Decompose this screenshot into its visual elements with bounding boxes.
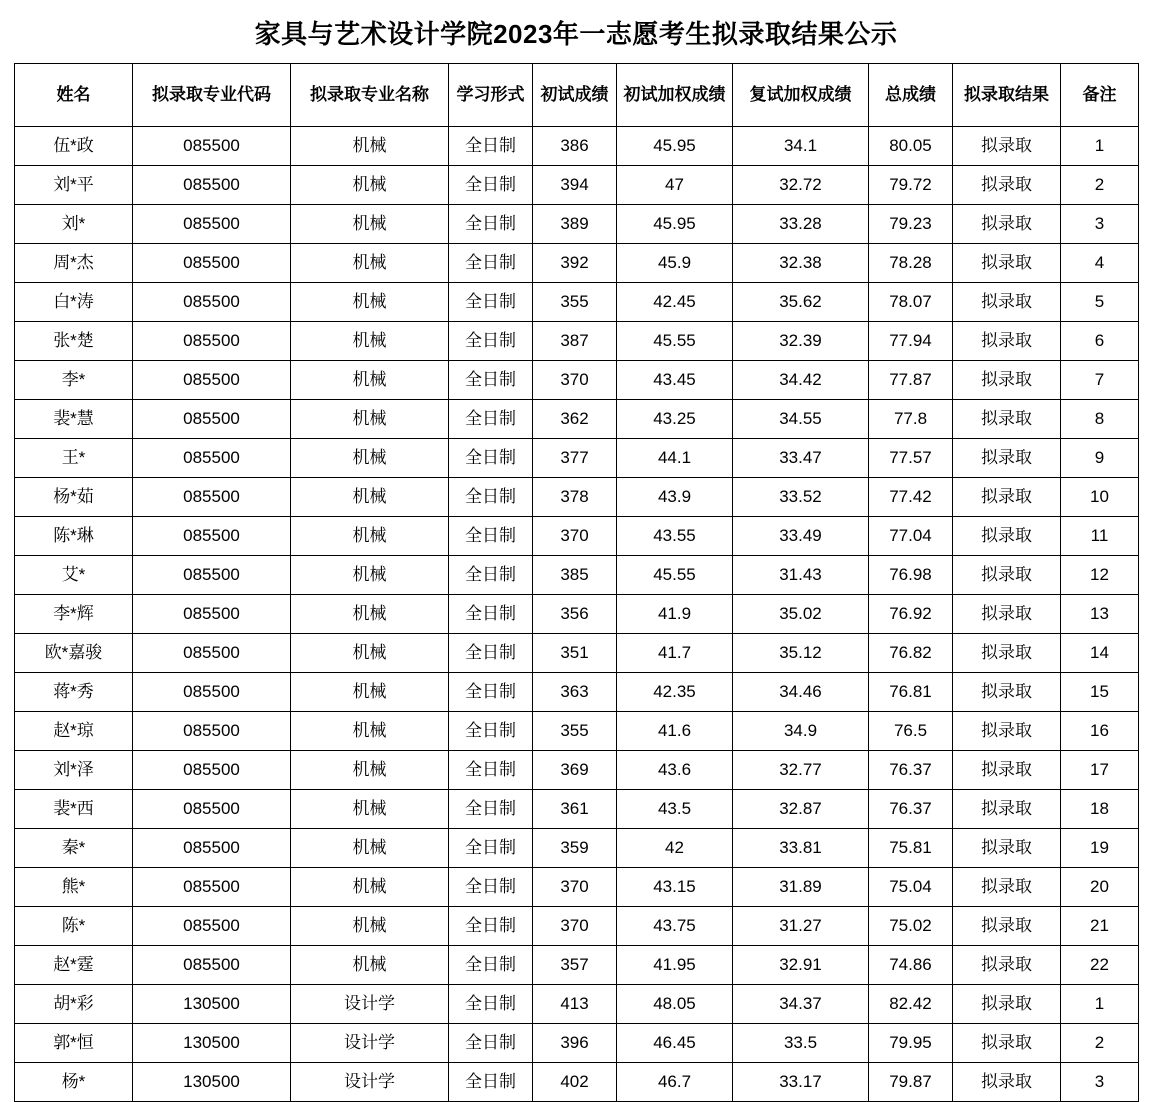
cell-study-form: 全日制: [449, 985, 533, 1024]
cell-major-code: 085500: [133, 790, 291, 829]
cell-first-exam-score: 392: [533, 244, 617, 283]
cell-major-code: 085500: [133, 205, 291, 244]
cell-second-weighted-score: 32.77: [733, 751, 869, 790]
cell-major-code: 130500: [133, 1063, 291, 1102]
cell-name: 白*涛: [15, 283, 133, 322]
cell-name: 杨*: [15, 1063, 133, 1102]
cell-study-form: 全日制: [449, 127, 533, 166]
cell-name: 张*楚: [15, 322, 133, 361]
column-header-admission-result: 拟录取结果: [953, 64, 1061, 127]
cell-major-name: 机械: [291, 634, 449, 673]
cell-major-code: 085500: [133, 361, 291, 400]
cell-major-name: 机械: [291, 361, 449, 400]
cell-study-form: 全日制: [449, 868, 533, 907]
column-header-total-score: 总成绩: [869, 64, 953, 127]
cell-major-code: 130500: [133, 1024, 291, 1063]
cell-admission-result: 拟录取: [953, 868, 1061, 907]
cell-remark: 3: [1061, 205, 1139, 244]
cell-admission-result: 拟录取: [953, 166, 1061, 205]
cell-major-name: 机械: [291, 946, 449, 985]
table-row: [15, 1063, 1139, 1102]
table-row: [15, 127, 1139, 166]
cell-study-form: 全日制: [449, 634, 533, 673]
cell-remark: 11: [1061, 517, 1139, 556]
cell-major-code: 085500: [133, 946, 291, 985]
cell-major-name: 机械: [291, 907, 449, 946]
cell-first-weighted-score: 48.05: [617, 985, 733, 1024]
cell-name: 李*辉: [15, 595, 133, 634]
cell-second-weighted-score: 31.43: [733, 556, 869, 595]
cell-study-form: 全日制: [449, 283, 533, 322]
cell-admission-result: 拟录取: [953, 517, 1061, 556]
cell-first-weighted-score: 45.9: [617, 244, 733, 283]
cell-major-code: 085500: [133, 829, 291, 868]
cell-total-score: 79.72: [869, 166, 953, 205]
cell-name: 裴*慧: [15, 400, 133, 439]
cell-first-exam-score: 370: [533, 517, 617, 556]
cell-admission-result: 拟录取: [953, 1024, 1061, 1063]
cell-study-form: 全日制: [449, 712, 533, 751]
cell-admission-result: 拟录取: [953, 127, 1061, 166]
cell-first-exam-score: 378: [533, 478, 617, 517]
column-header-second-weighted-score: 复试加权成绩: [733, 64, 869, 127]
table-header: [15, 64, 1139, 127]
cell-major-name: 机械: [291, 400, 449, 439]
cell-second-weighted-score: 33.5: [733, 1024, 869, 1063]
cell-name: 杨*茹: [15, 478, 133, 517]
cell-total-score: 76.37: [869, 790, 953, 829]
cell-name: 蒋*秀: [15, 673, 133, 712]
cell-study-form: 全日制: [449, 517, 533, 556]
cell-major-code: 085500: [133, 907, 291, 946]
cell-total-score: 76.92: [869, 595, 953, 634]
column-header-first-exam-score: 初试成绩: [533, 64, 617, 127]
cell-name: 熊*: [15, 868, 133, 907]
cell-second-weighted-score: 32.39: [733, 322, 869, 361]
cell-name: 王*: [15, 439, 133, 478]
cell-study-form: 全日制: [449, 1024, 533, 1063]
cell-major-code: 085500: [133, 283, 291, 322]
cell-second-weighted-score: 35.02: [733, 595, 869, 634]
column-header-remark: 备注: [1061, 64, 1139, 127]
cell-first-exam-score: 362: [533, 400, 617, 439]
cell-name: 郭*恒: [15, 1024, 133, 1063]
cell-first-exam-score: 359: [533, 829, 617, 868]
cell-total-score: 77.8: [869, 400, 953, 439]
cell-admission-result: 拟录取: [953, 712, 1061, 751]
cell-second-weighted-score: 34.46: [733, 673, 869, 712]
cell-second-weighted-score: 34.9: [733, 712, 869, 751]
cell-admission-result: 拟录取: [953, 556, 1061, 595]
table-row: [15, 634, 1139, 673]
table-row: [15, 244, 1139, 283]
cell-major-code: 085500: [133, 322, 291, 361]
cell-total-score: 77.94: [869, 322, 953, 361]
table-row: [15, 751, 1139, 790]
column-header-major-code: 拟录取专业代码: [133, 64, 291, 127]
admission-results-table: [14, 63, 1139, 1102]
cell-total-score: 77.42: [869, 478, 953, 517]
cell-remark: 19: [1061, 829, 1139, 868]
cell-name: 伍*政: [15, 127, 133, 166]
cell-admission-result: 拟录取: [953, 283, 1061, 322]
cell-second-weighted-score: 31.27: [733, 907, 869, 946]
cell-total-score: 74.86: [869, 946, 953, 985]
cell-admission-result: 拟录取: [953, 244, 1061, 283]
cell-first-weighted-score: 45.95: [617, 127, 733, 166]
table-row: [15, 595, 1139, 634]
cell-first-exam-score: 351: [533, 634, 617, 673]
cell-remark: 9: [1061, 439, 1139, 478]
cell-study-form: 全日制: [449, 790, 533, 829]
cell-second-weighted-score: 33.81: [733, 829, 869, 868]
cell-major-code: 085500: [133, 166, 291, 205]
cell-study-form: 全日制: [449, 946, 533, 985]
cell-admission-result: 拟录取: [953, 751, 1061, 790]
cell-second-weighted-score: 32.72: [733, 166, 869, 205]
cell-first-exam-score: 413: [533, 985, 617, 1024]
cell-study-form: 全日制: [449, 556, 533, 595]
cell-remark: 1: [1061, 985, 1139, 1024]
cell-study-form: 全日制: [449, 361, 533, 400]
cell-first-exam-score: 386: [533, 127, 617, 166]
cell-name: 赵*霆: [15, 946, 133, 985]
cell-remark: 12: [1061, 556, 1139, 595]
cell-major-name: 机械: [291, 673, 449, 712]
column-header-name: 姓名: [15, 64, 133, 127]
cell-major-name: 机械: [291, 478, 449, 517]
cell-study-form: 全日制: [449, 907, 533, 946]
cell-remark: 18: [1061, 790, 1139, 829]
table-row: [15, 868, 1139, 907]
cell-name: 陈*琳: [15, 517, 133, 556]
cell-major-name: 机械: [291, 751, 449, 790]
table-row: [15, 907, 1139, 946]
cell-first-weighted-score: 43.5: [617, 790, 733, 829]
cell-study-form: 全日制: [449, 478, 533, 517]
cell-total-score: 80.05: [869, 127, 953, 166]
cell-major-name: 机械: [291, 556, 449, 595]
cell-study-form: 全日制: [449, 166, 533, 205]
cell-admission-result: 拟录取: [953, 205, 1061, 244]
cell-major-name: 设计学: [291, 985, 449, 1024]
cell-major-code: 085500: [133, 712, 291, 751]
cell-first-exam-score: 370: [533, 868, 617, 907]
cell-total-score: 75.81: [869, 829, 953, 868]
cell-study-form: 全日制: [449, 322, 533, 361]
cell-second-weighted-score: 33.17: [733, 1063, 869, 1102]
cell-admission-result: 拟录取: [953, 400, 1061, 439]
cell-major-code: 085500: [133, 439, 291, 478]
cell-name: 赵*琼: [15, 712, 133, 751]
cell-remark: 16: [1061, 712, 1139, 751]
cell-first-weighted-score: 42: [617, 829, 733, 868]
table-row: [15, 283, 1139, 322]
cell-second-weighted-score: 32.87: [733, 790, 869, 829]
cell-second-weighted-score: 34.55: [733, 400, 869, 439]
table-row: [15, 673, 1139, 712]
cell-remark: 7: [1061, 361, 1139, 400]
cell-total-score: 82.42: [869, 985, 953, 1024]
cell-remark: 2: [1061, 1024, 1139, 1063]
cell-total-score: 78.28: [869, 244, 953, 283]
cell-total-score: 75.02: [869, 907, 953, 946]
cell-name: 欧*嘉骏: [15, 634, 133, 673]
cell-first-exam-score: 357: [533, 946, 617, 985]
cell-remark: 15: [1061, 673, 1139, 712]
cell-study-form: 全日制: [449, 400, 533, 439]
cell-total-score: 79.95: [869, 1024, 953, 1063]
cell-first-weighted-score: 42.35: [617, 673, 733, 712]
cell-total-score: 77.87: [869, 361, 953, 400]
cell-admission-result: 拟录取: [953, 361, 1061, 400]
table-row: [15, 1024, 1139, 1063]
cell-total-score: 76.5: [869, 712, 953, 751]
cell-major-code: 085500: [133, 478, 291, 517]
cell-name: 裴*西: [15, 790, 133, 829]
cell-study-form: 全日制: [449, 673, 533, 712]
cell-second-weighted-score: 35.62: [733, 283, 869, 322]
cell-study-form: 全日制: [449, 751, 533, 790]
cell-first-weighted-score: 47: [617, 166, 733, 205]
cell-remark: 22: [1061, 946, 1139, 985]
cell-major-code: 085500: [133, 244, 291, 283]
cell-first-exam-score: 370: [533, 361, 617, 400]
cell-first-weighted-score: 46.45: [617, 1024, 733, 1063]
cell-major-code: 130500: [133, 985, 291, 1024]
cell-second-weighted-score: 33.52: [733, 478, 869, 517]
document-page: [0, 14, 1152, 1102]
cell-name: 胡*彩: [15, 985, 133, 1024]
cell-major-name: 机械: [291, 595, 449, 634]
cell-total-score: 75.04: [869, 868, 953, 907]
table-header-row: [15, 64, 1139, 127]
cell-first-weighted-score: 42.45: [617, 283, 733, 322]
cell-first-weighted-score: 43.75: [617, 907, 733, 946]
cell-admission-result: 拟录取: [953, 985, 1061, 1024]
cell-first-weighted-score: 45.55: [617, 556, 733, 595]
cell-major-code: 085500: [133, 634, 291, 673]
cell-remark: 21: [1061, 907, 1139, 946]
cell-second-weighted-score: 33.49: [733, 517, 869, 556]
cell-remark: 14: [1061, 634, 1139, 673]
cell-second-weighted-score: 32.91: [733, 946, 869, 985]
table-row: [15, 361, 1139, 400]
cell-major-code: 085500: [133, 751, 291, 790]
cell-total-score: 79.23: [869, 205, 953, 244]
cell-second-weighted-score: 31.89: [733, 868, 869, 907]
cell-major-code: 085500: [133, 868, 291, 907]
cell-total-score: 78.07: [869, 283, 953, 322]
cell-first-exam-score: 394: [533, 166, 617, 205]
table-row: [15, 790, 1139, 829]
table-row: [15, 205, 1139, 244]
cell-major-code: 085500: [133, 673, 291, 712]
cell-total-score: 76.37: [869, 751, 953, 790]
cell-total-score: 77.04: [869, 517, 953, 556]
table-row: [15, 829, 1139, 868]
cell-major-code: 085500: [133, 517, 291, 556]
cell-first-exam-score: 356: [533, 595, 617, 634]
cell-first-exam-score: 355: [533, 283, 617, 322]
cell-first-exam-score: 377: [533, 439, 617, 478]
cell-admission-result: 拟录取: [953, 829, 1061, 868]
cell-admission-result: 拟录取: [953, 634, 1061, 673]
cell-remark: 20: [1061, 868, 1139, 907]
cell-major-name: 机械: [291, 712, 449, 751]
cell-first-exam-score: 402: [533, 1063, 617, 1102]
cell-first-weighted-score: 43.45: [617, 361, 733, 400]
cell-remark: 10: [1061, 478, 1139, 517]
cell-first-weighted-score: 45.55: [617, 322, 733, 361]
cell-remark: 2: [1061, 166, 1139, 205]
cell-major-name: 机械: [291, 868, 449, 907]
cell-second-weighted-score: 32.38: [733, 244, 869, 283]
cell-major-name: 机械: [291, 205, 449, 244]
cell-first-weighted-score: 43.55: [617, 517, 733, 556]
cell-major-name: 机械: [291, 829, 449, 868]
cell-first-weighted-score: 41.6: [617, 712, 733, 751]
cell-admission-result: 拟录取: [953, 1063, 1061, 1102]
cell-total-score: 79.87: [869, 1063, 953, 1102]
cell-total-score: 77.57: [869, 439, 953, 478]
cell-major-name: 设计学: [291, 1063, 449, 1102]
cell-first-exam-score: 361: [533, 790, 617, 829]
cell-second-weighted-score: 33.28: [733, 205, 869, 244]
cell-first-exam-score: 370: [533, 907, 617, 946]
table-row: [15, 517, 1139, 556]
cell-major-name: 机械: [291, 166, 449, 205]
cell-first-weighted-score: 43.25: [617, 400, 733, 439]
cell-major-code: 085500: [133, 595, 291, 634]
cell-second-weighted-score: 35.12: [733, 634, 869, 673]
table-row: [15, 946, 1139, 985]
column-header-study-form: 学习形式: [449, 64, 533, 127]
cell-remark: 13: [1061, 595, 1139, 634]
cell-admission-result: 拟录取: [953, 907, 1061, 946]
table-row: [15, 556, 1139, 595]
cell-major-name: 设计学: [291, 1024, 449, 1063]
cell-first-exam-score: 389: [533, 205, 617, 244]
cell-first-weighted-score: 46.7: [617, 1063, 733, 1102]
cell-admission-result: 拟录取: [953, 946, 1061, 985]
cell-admission-result: 拟录取: [953, 673, 1061, 712]
column-header-major-name: 拟录取专业名称: [291, 64, 449, 127]
cell-first-exam-score: 385: [533, 556, 617, 595]
cell-name: 陈*: [15, 907, 133, 946]
table-row: [15, 322, 1139, 361]
cell-first-weighted-score: 43.6: [617, 751, 733, 790]
cell-total-score: 76.81: [869, 673, 953, 712]
table-row: [15, 166, 1139, 205]
table-row: [15, 439, 1139, 478]
cell-remark: 1: [1061, 127, 1139, 166]
cell-admission-result: 拟录取: [953, 322, 1061, 361]
cell-admission-result: 拟录取: [953, 790, 1061, 829]
cell-remark: 6: [1061, 322, 1139, 361]
cell-major-name: 机械: [291, 283, 449, 322]
cell-first-weighted-score: 41.95: [617, 946, 733, 985]
cell-second-weighted-score: 33.47: [733, 439, 869, 478]
cell-name: 刘*: [15, 205, 133, 244]
cell-first-weighted-score: 45.95: [617, 205, 733, 244]
cell-admission-result: 拟录取: [953, 595, 1061, 634]
cell-major-name: 机械: [291, 439, 449, 478]
cell-name: 李*: [15, 361, 133, 400]
cell-study-form: 全日制: [449, 595, 533, 634]
cell-first-weighted-score: 41.9: [617, 595, 733, 634]
cell-name: 刘*平: [15, 166, 133, 205]
cell-remark: 4: [1061, 244, 1139, 283]
table-row: [15, 478, 1139, 517]
cell-second-weighted-score: 34.37: [733, 985, 869, 1024]
cell-major-code: 085500: [133, 127, 291, 166]
cell-study-form: 全日制: [449, 1063, 533, 1102]
cell-second-weighted-score: 34.42: [733, 361, 869, 400]
cell-first-weighted-score: 43.9: [617, 478, 733, 517]
cell-total-score: 76.82: [869, 634, 953, 673]
cell-first-exam-score: 369: [533, 751, 617, 790]
cell-first-weighted-score: 43.15: [617, 868, 733, 907]
cell-first-weighted-score: 41.7: [617, 634, 733, 673]
cell-name: 艾*: [15, 556, 133, 595]
cell-remark: 3: [1061, 1063, 1139, 1102]
table-row: [15, 985, 1139, 1024]
cell-name: 刘*泽: [15, 751, 133, 790]
cell-remark: 17: [1061, 751, 1139, 790]
cell-major-code: 085500: [133, 400, 291, 439]
cell-first-exam-score: 387: [533, 322, 617, 361]
cell-study-form: 全日制: [449, 244, 533, 283]
cell-study-form: 全日制: [449, 205, 533, 244]
cell-major-code: 085500: [133, 556, 291, 595]
cell-study-form: 全日制: [449, 829, 533, 868]
cell-second-weighted-score: 34.1: [733, 127, 869, 166]
cell-first-weighted-score: 44.1: [617, 439, 733, 478]
cell-total-score: 76.98: [869, 556, 953, 595]
cell-major-name: 机械: [291, 322, 449, 361]
cell-major-name: 机械: [291, 790, 449, 829]
cell-major-name: 机械: [291, 244, 449, 283]
cell-name: 周*杰: [15, 244, 133, 283]
cell-major-name: 机械: [291, 127, 449, 166]
page-title: 家具与艺术设计学院2023年一志愿考生拟录取结果公示: [254, 19, 898, 49]
column-header-first-weighted-score: 初试加权成绩: [617, 64, 733, 127]
cell-admission-result: 拟录取: [953, 478, 1061, 517]
table-row: [15, 712, 1139, 751]
cell-first-exam-score: 355: [533, 712, 617, 751]
cell-remark: 5: [1061, 283, 1139, 322]
cell-major-name: 机械: [291, 517, 449, 556]
cell-remark: 8: [1061, 400, 1139, 439]
cell-first-exam-score: 396: [533, 1024, 617, 1063]
table-body: [15, 127, 1139, 1102]
cell-name: 秦*: [15, 829, 133, 868]
cell-first-exam-score: 363: [533, 673, 617, 712]
table-row: [15, 400, 1139, 439]
cell-study-form: 全日制: [449, 439, 533, 478]
cell-admission-result: 拟录取: [953, 439, 1061, 478]
